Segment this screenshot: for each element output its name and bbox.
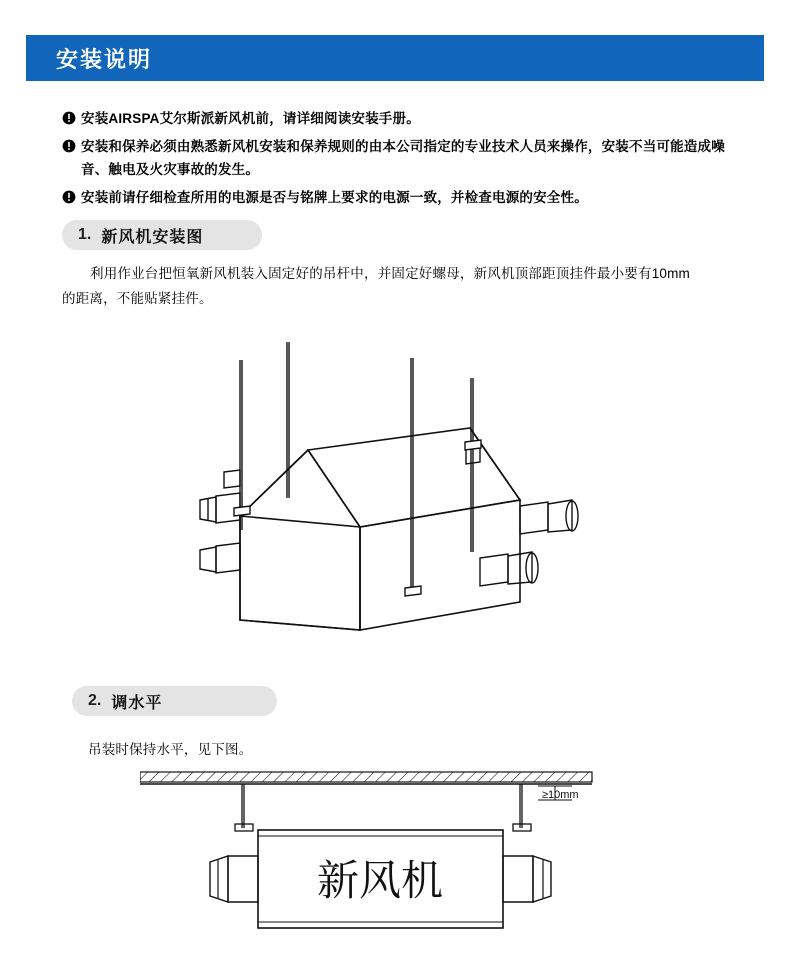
warning-item: [62, 108, 734, 130]
page-title: 安装说明: [56, 46, 153, 72]
section-title: 调水平: [111, 694, 163, 712]
section-heading-2: [72, 686, 277, 716]
warning-icon: [62, 139, 76, 153]
page-header-bar: [26, 35, 764, 81]
section-heading-1: [62, 220, 262, 250]
section-number: 2.: [88, 692, 102, 709]
warning-item: [62, 136, 734, 181]
warning-list: [62, 108, 734, 215]
gap-dimension-label: ≥10mm: [542, 789, 579, 801]
section-1-paragraph: 利用作业台把恒氧新风机装入固定好的吊杆中，并固定好螺母，新风机顶部距顶挂件最小要有10mm的距离，不能贴紧挂件。: [62, 266, 691, 306]
section-2-paragraph: 吊装时保持水平，见下图。: [88, 742, 253, 757]
section-number: 1.: [78, 226, 92, 243]
warning-item: [62, 187, 734, 209]
new-air-unit-isometric-diagram: [180, 330, 610, 680]
warning-text: 安装AIRSPA艾尔斯派新风机前，请详细阅读安装手册。: [81, 111, 420, 126]
unit-label: 新风机: [316, 857, 444, 904]
warning-icon: [62, 111, 76, 125]
warning-icon: [62, 190, 76, 204]
warning-text: 安装和保养必须由熟悉新风机安装和保养规则的由本公司指定的专业技术人员来操作，安装不当可能造成噪音、触电及火灾事故的发生。: [81, 139, 725, 177]
level-installation-diagram: [140, 768, 650, 948]
section-title: 新风机安装图: [101, 228, 204, 246]
warning-text: 安装前请仔细检查所用的电源是否与铭牌上要求的电源一致，并检查电源的安全性。: [81, 189, 588, 205]
